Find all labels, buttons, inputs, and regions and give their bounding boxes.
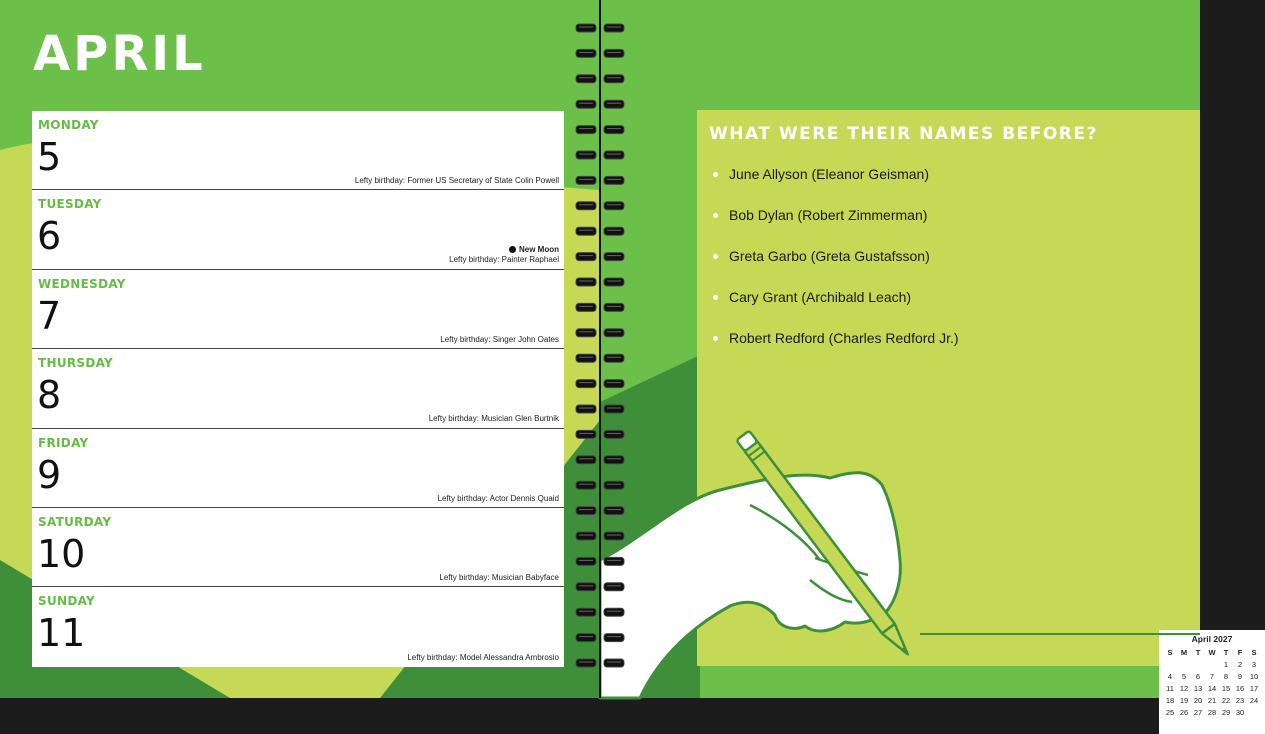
day-note — [429, 414, 559, 424]
list-item: Bob Dylan (Robert Zimmerman) — [711, 207, 959, 248]
day-note — [438, 494, 559, 504]
day-number: 7 — [37, 293, 62, 338]
binding-ring — [576, 75, 624, 83]
day-note — [355, 176, 559, 186]
list-item: Cary Grant (Archibald Leach) — [711, 289, 959, 330]
calendar-day: 5 — [1181, 672, 1187, 681]
day-name: SATURDAY — [38, 514, 112, 529]
binding-ring — [576, 481, 624, 489]
lefty-birthday-note: Lefty birthday: Actor Dennis Quaid — [437, 493, 559, 503]
calendar-day: 15 — [1221, 684, 1231, 693]
calendar-day: 17 — [1249, 684, 1259, 693]
calendar-day: 10 — [1249, 672, 1259, 681]
day-number: 5 — [37, 135, 62, 179]
day-name: WEDNESDAY — [38, 276, 126, 291]
left-page — [0, 0, 600, 698]
day-name: TUESDAY — [38, 197, 102, 212]
day-row-tuesday[interactable] — [32, 190, 564, 269]
weekday-label: S — [1167, 648, 1173, 657]
calendar-day: 30 — [1235, 708, 1245, 717]
day-note — [407, 653, 559, 663]
list-item: June Allyson (Eleanor Geisman) — [711, 166, 959, 207]
weekday-label: T — [1195, 648, 1201, 657]
month-title: APRIL — [33, 26, 206, 82]
moon-phase — [449, 245, 559, 255]
binding-ring — [576, 126, 624, 134]
day-note — [439, 573, 559, 583]
calendar-day: 18 — [1165, 696, 1175, 705]
mini-calendar-title: April 2027 — [1191, 634, 1233, 644]
day-row-thursday[interactable] — [32, 349, 564, 428]
binding-ring — [576, 405, 624, 413]
day-row-monday[interactable] — [32, 111, 564, 190]
binding-ring — [576, 507, 624, 515]
calendar-day: 25 — [1165, 708, 1175, 717]
info-title: WHAT WERE THEIR NAMES BEFORE? — [709, 124, 1098, 144]
day-row-saturday[interactable] — [32, 508, 564, 587]
day-name: SUNDAY — [38, 594, 96, 609]
calendar-day: 3 — [1251, 660, 1257, 669]
day-note — [440, 335, 559, 345]
day-note — [449, 245, 559, 266]
day-number: 8 — [37, 373, 62, 418]
moon-phase-label: New Moon — [519, 245, 559, 254]
binding-ring — [576, 49, 624, 57]
day-name: MONDAY — [38, 118, 99, 132]
list-item: Robert Redford (Charles Redford Jr.) — [711, 330, 959, 371]
binding-ring — [576, 557, 624, 565]
calendar-day: 12 — [1179, 684, 1189, 693]
binding-ring — [576, 227, 624, 235]
day-row-sunday[interactable] — [32, 587, 564, 666]
calendar-day: 22 — [1221, 696, 1231, 705]
lefty-birthday-note: Lefty birthday: Singer John Oates — [440, 334, 559, 344]
binding-ring — [576, 532, 624, 540]
calendar-day: 8 — [1223, 672, 1229, 681]
day-name: FRIDAY — [38, 435, 89, 450]
day-row-wednesday[interactable] — [32, 270, 564, 349]
calendar-day: 28 — [1207, 708, 1217, 717]
lefty-birthday-note: Lefty birthday: Former US Secretary of State Colin Powell — [354, 176, 559, 185]
calendar-day: 4 — [1167, 672, 1173, 681]
binding-ring — [576, 430, 624, 438]
calendar-day: 19 — [1179, 696, 1189, 705]
calendar-day: 16 — [1235, 684, 1245, 693]
binding-ring — [576, 354, 624, 362]
calendar-day: 21 — [1207, 696, 1217, 705]
binding-ring — [576, 659, 624, 667]
calendar-day: 23 — [1235, 696, 1245, 705]
day-name: THURSDAY — [38, 356, 114, 371]
calendar-day: 1 — [1223, 660, 1229, 669]
calendar-day — [1205, 660, 1219, 670]
day-number: 11 — [37, 611, 86, 656]
calendar-day: 29 — [1221, 708, 1231, 717]
binding-ring — [576, 278, 624, 286]
calendar-day: 14 — [1207, 684, 1217, 693]
binding-ring — [576, 456, 624, 464]
calendar-day — [1247, 708, 1261, 718]
day-number: 9 — [37, 452, 62, 497]
lefty-birthday-note: Lefty birthday: Musician Glen Burtnik — [428, 414, 559, 424]
weekday-label: M — [1180, 648, 1188, 657]
week-panel — [32, 111, 564, 667]
binding-ring — [576, 100, 624, 108]
spiral-binding — [576, 20, 624, 680]
day-number: 6 — [37, 214, 62, 259]
new-moon-icon — [509, 246, 516, 253]
lefty-birthday-note: Lefty birthday: Painter Raphael — [449, 255, 559, 265]
calendar-day: 9 — [1237, 672, 1243, 681]
calendar-day: 6 — [1195, 672, 1201, 681]
binding-ring — [576, 329, 624, 337]
calendar-day: 2 — [1237, 660, 1243, 669]
binding-ring — [576, 303, 624, 311]
day-row-friday[interactable] — [32, 429, 564, 508]
right-page — [600, 0, 1259, 717]
weekday-label: W — [1208, 648, 1216, 657]
binding-ring — [576, 24, 624, 32]
calendar-day: 24 — [1249, 696, 1259, 705]
calendar-day: 27 — [1193, 708, 1203, 717]
binding-ring — [576, 151, 624, 159]
calendar-day: 11 — [1166, 684, 1174, 693]
day-number: 10 — [37, 531, 86, 576]
binding-ring — [576, 583, 624, 591]
calendar-day: 7 — [1209, 672, 1215, 681]
weekday-label: S — [1251, 648, 1257, 657]
binding-ring — [576, 176, 624, 184]
binding-ring — [576, 608, 624, 616]
lefty-birthday-note: Lefty birthday: Model Alessandra Ambrosio — [407, 653, 559, 663]
binding-ring — [576, 253, 624, 261]
calendar-day: 20 — [1193, 696, 1203, 705]
calendar-day: 26 — [1179, 708, 1189, 717]
binding-ring — [576, 634, 624, 642]
list-item: Greta Garbo (Greta Gustafsson) — [711, 248, 959, 289]
hand-writing-illustration — [600, 0, 1200, 698]
lefty-birthday-note: Lefty birthday: Musician Babyface — [439, 572, 559, 582]
weekday-label: T — [1223, 648, 1229, 657]
weekday-label: F — [1237, 648, 1243, 657]
calendar-day: 13 — [1193, 684, 1203, 693]
binding-ring — [576, 380, 624, 388]
binding-ring — [576, 202, 624, 210]
